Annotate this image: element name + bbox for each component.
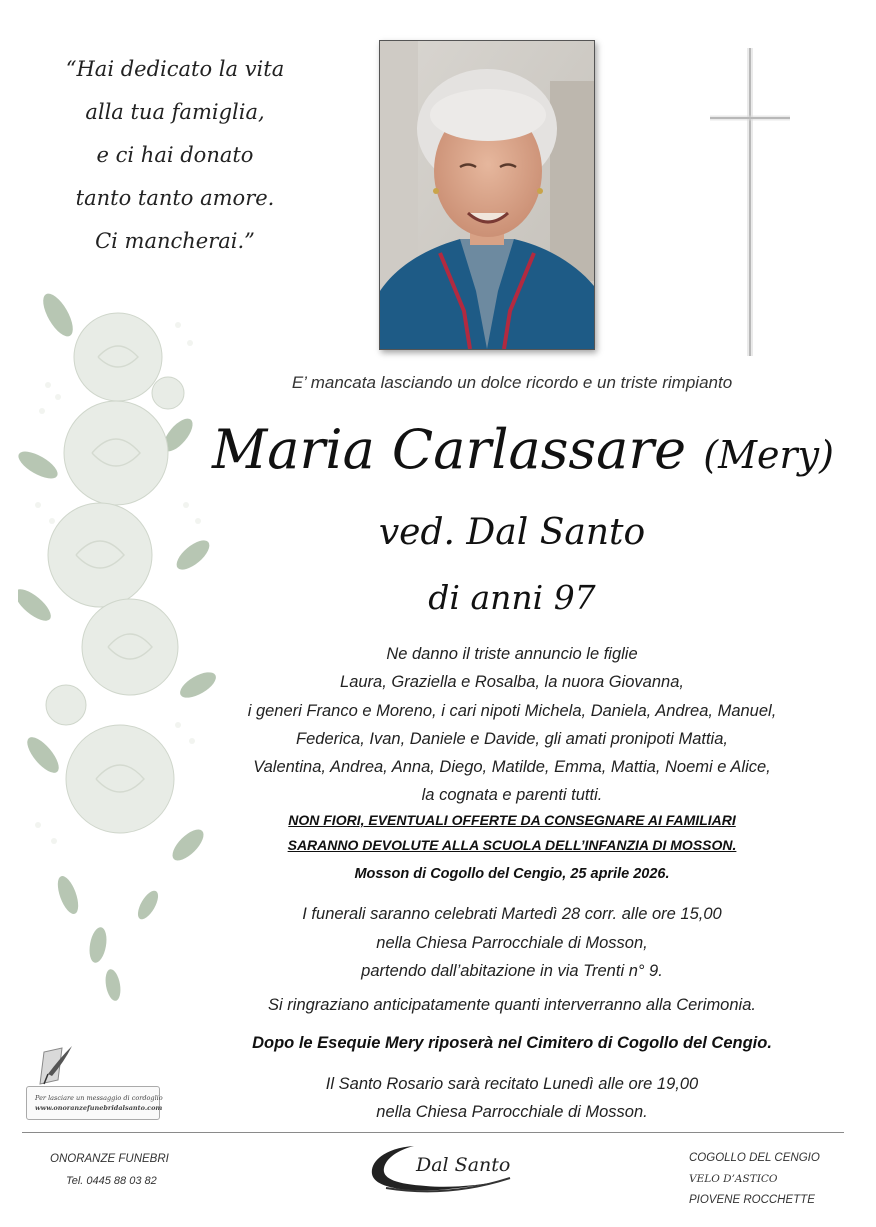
family-line: i generi Franco e Moreno, i cari nipoti Michela, Daniela, Andrea, Manuel, <box>247 701 777 720</box>
quote-line: alla tua famiglia, <box>85 100 265 124</box>
widow-of: ved. Dal Santo <box>378 512 646 553</box>
quote-line: “Hai dedicato la vita <box>65 57 285 81</box>
rosary-line: Il Santo Rosario sarà recitato Lunedì alle ore 19,00 <box>325 1075 699 1093</box>
rosary-line: nella Chiesa Parrocchiale di Mosson. <box>376 1103 648 1121</box>
funeral-line: I funerali saranno celebrati Martedì 28 corr. alle ore 15,00 <box>302 905 722 923</box>
family-line: Ne danno il triste annuncio le figlie <box>386 645 638 663</box>
memorial-quote <box>60 48 290 263</box>
condolence-caption: Per lasciare un messaggio di cordoglio <box>35 1094 163 1102</box>
family-announcement <box>212 640 812 810</box>
white-roses-decoration <box>18 285 218 1005</box>
deceased-age: di anni 97 <box>428 578 596 617</box>
footer-divider <box>22 1132 844 1133</box>
company-name: ONORANZE FUNEBRI <box>50 1153 169 1165</box>
intro-text: E’ mancata lasciando un dolce ricordo e un triste rimpianto <box>291 373 733 392</box>
cross-icon <box>700 40 800 360</box>
quote-line: Ci mancherai.” <box>95 229 255 253</box>
quill-pen-icon <box>34 1044 74 1088</box>
company-phone: Tel. 0445 88 03 82 <box>66 1175 157 1187</box>
logo-text: Dal Santo <box>416 1154 511 1176</box>
condolence-link[interactable] <box>26 1086 163 1120</box>
deceased-name <box>212 418 834 481</box>
footer-company <box>50 1148 169 1192</box>
location-cogollo: COGOLLO DEL CENGIO <box>689 1152 820 1164</box>
place-date: Mosson di Cogollo del Cengio, 25 aprile 2026. <box>354 866 670 882</box>
donation-notice <box>212 808 812 858</box>
funeral-line: partendo dall’abitazione in via Trenti n° 9. <box>361 962 663 980</box>
family-line: Valentina, Andrea, Anna, Diego, Matilde, Emma, Mattia, Noemi e Alice, <box>253 758 771 777</box>
thanks-text: Si ringraziano anticipatamente quanti interverranno alla Cerimonia. <box>268 996 756 1014</box>
condolence-url: www.onoranzefunebridalsanto.com <box>35 1104 163 1112</box>
family-line: Federica, Ivan, Daniele e Davide, gli amati pronipoti Mattia, <box>296 729 728 748</box>
dal-santo-logo <box>368 1140 518 1198</box>
footer-locations <box>689 1148 820 1211</box>
burial-text: Dopo le Esequie Mery riposerà nel Cimitero di Cogollo del Cengio. <box>252 1034 772 1052</box>
deceased-full-name: Maria Carlassare <box>212 418 687 481</box>
location-velo: VELO D’ASTICO <box>689 1173 778 1185</box>
quote-line: e ci hai donato <box>96 143 254 167</box>
condolence-card[interactable] <box>26 1044 162 1122</box>
family-line: la cognata e parenti tutti. <box>421 786 603 805</box>
quote-line: tanto tanto amore. <box>75 186 275 210</box>
location-piovene: PIOVENE ROCCHETTE <box>689 1194 815 1206</box>
funeral-details <box>212 900 812 986</box>
funeral-line: nella Chiesa Parrocchiale di Mosson, <box>376 933 648 952</box>
deceased-nickname: (Mery) <box>703 433 834 477</box>
notice-line: SARANNO DEVOLUTE ALLA SCUOLA DELL’INFANZIA DI MOSSON. <box>287 837 737 853</box>
deceased-portrait <box>379 40 595 350</box>
notice-line: NON FIORI, EVENTUALI OFFERTE DA CONSEGNARE AI FAMILIARI <box>288 812 736 828</box>
portrait-illustration <box>380 41 594 349</box>
family-line: Laura, Graziella e Rosalba, la nuora Giovanna, <box>340 673 684 692</box>
rosary-details <box>212 1070 812 1126</box>
